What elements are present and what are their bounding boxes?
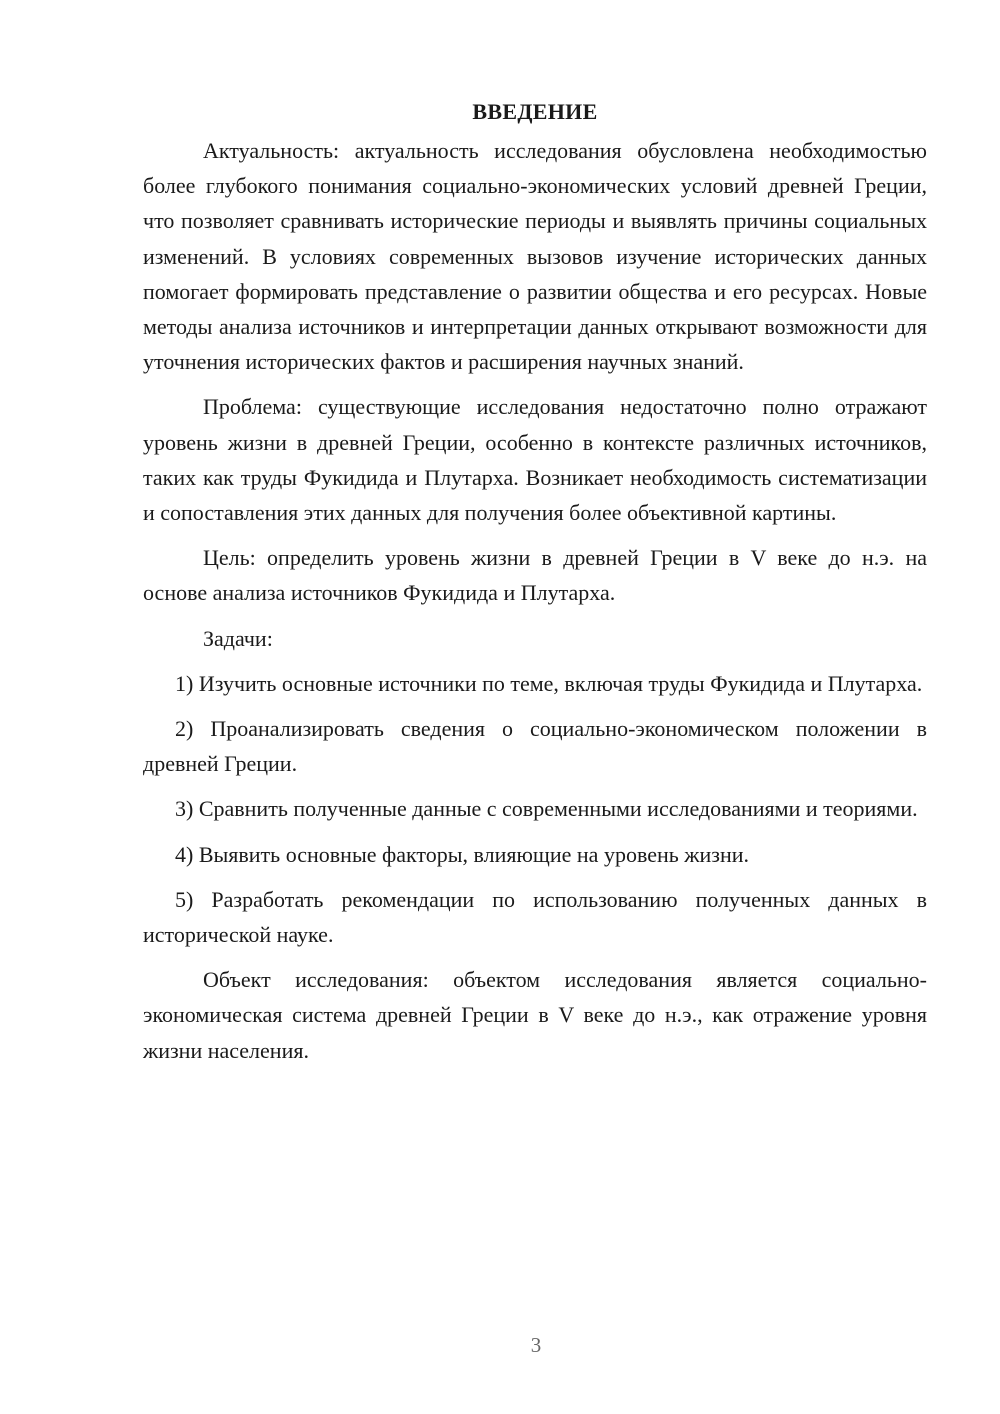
relevance-paragraph: Актуальность: актуальность исследования обусловлена необходимостью более глубокого понимания социально-экономических условий древней Греции, что позволяет сравнивать исторические периоды и выявлять причины социальных изменений. В условиях современных вызовов изучение исторических данных помогает формировать представление о развитии общества и его ресурсах. Новые методы анализа источников и интерпретации данных открывают возможности для уточнения исторических фактов и расширения научных знаний. [143, 138, 927, 375]
task-item-1: 1) Изучить основные источники по теме, включая труды Фукидида и Плутарха. [175, 670, 923, 696]
task-item-4: 4) Выявить основные факторы, влияющие на уровень жизни. [175, 841, 749, 867]
task-item-2: 2) Проанализировать сведения о социально-экономическом положении в древней Греции. [143, 716, 927, 777]
page-number: 3 [530, 1333, 542, 1357]
goal-paragraph: Цель: определить уровень жизни в древней Греции в V веке до н.э. на основе анализа источников Фукидида и Плутарха. [143, 545, 927, 606]
object-paragraph: Объект исследования: объектом исследования является социально-экономическая система древней Греции в V веке до н.э., как отражение уровня жизни населения. [143, 967, 927, 1063]
section-heading: ВВЕДЕНИЕ [472, 99, 598, 124]
task-item-3: 3) Сравнить полученные данные с современными исследованиями и теориями. [175, 796, 918, 822]
problem-paragraph: Проблема: существующие исследования недостаточно полно отражают уровень жизни в древней Греции, особенно в контексте различных источников, таких как труды Фукидида и Плутарха. Возникает необходимость систематизации и сопоставления этих данных для получения более объективной картины. [143, 394, 927, 526]
task-item-5: 5) Разработать рекомендации по использованию полученных данных в исторической науке. [143, 886, 927, 948]
page-content [143, 94, 927, 1068]
tasks-heading: Задачи: [203, 625, 273, 651]
